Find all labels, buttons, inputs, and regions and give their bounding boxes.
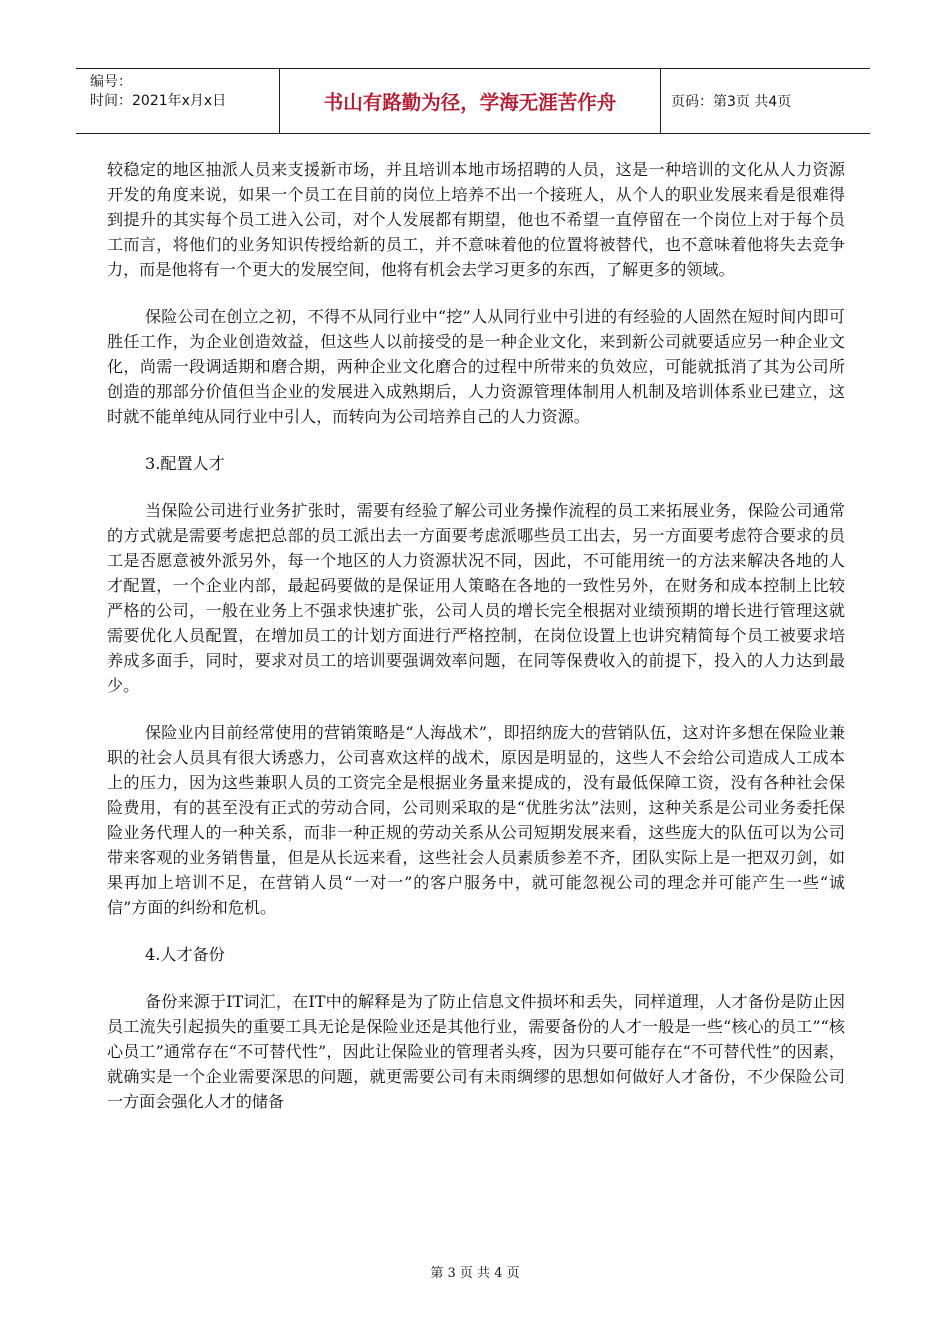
paragraph-5: 备份来源于IT词汇，在IT中的解释是为了防止信息文件损坏和丢失，同样道理，人才备份是防止因员工流失引起损失的重要工具无论是保险业还是其他行业，需要备份的人才一般是一些“核心的员工”“核心员工”通常存在“不可替代性”，因此让保险业的管理者头疼，因为只要可能存在“不可替代性”的因素，就确实是一个企业需要深思的问题，就更需要公司有未雨绸缪的思想如何做好人才备份，不少保险公司一方面会强化人才的储备 xyxy=(107,992,845,1111)
paragraph-4: 保险业内目前经常使用的营销策略是“人海战术”，即招纳庞大的营销队伍，这对许多想在保险业兼职的社会人员具有很大诱惑力，公司喜欢这样的战术，原因是明显的，这些人不会给公司造成人工成本上的压力，因为这些兼职人员的工资完全是根据业务量来提成的，没有最低保障工资，没有各种社会保险费用，有的甚至没有正式的劳动合同，公司则采取的是“优胜劣汰”法则，这种关系是公司业务委托保险业务代理人的一种关系，而非一种正规的劳动关系从公司短期发展来看，这些庞大的队伍可以为公司带来客观的业务销售量，但是从长远来看，这些社会人员素质参差不齐，团队实际上是一把双刃剑，如果再加上培训不足，在营销人员“一对一”的客户服务中，就可能忽视公司的理念并可能产生一些“诚信”方面的纠纷和危机。 xyxy=(107,723,845,917)
header-motto: 书山有路勤为径，学海无涯苦作舟 xyxy=(280,69,661,133)
header-number-label: 编号： xyxy=(90,74,132,90)
page-header xyxy=(76,68,870,134)
section-heading-4: 4.人才备份 xyxy=(145,945,225,964)
paragraph-1: 较稳定的地区抽派人员来支援新市场，并且培训本地市场招聘的人员，这是一种培训的文化从人力资源开发的角度来说，如果一个员工在目前的岗位上培养不出一个接班人，从个人的职业发展来看是很难得到提升的其实每个员工进入公司，对个人发展都有期望，他也不希望一直停留在一个岗位上对于每个员工而言，将他们的业务知识传授给新的员工，并不意味着他的位置将被替代，也不意味着他将失去竞争力，而是他将有一个更大的发展空间，他将有机会去学习更多的东西，了解更多的领域。 xyxy=(107,160,845,279)
header-meta xyxy=(76,69,280,133)
paragraph-3: 当保险公司进行业务扩张时，需要有经验了解公司业务操作流程的员工来拓展业务，保险公司通常的方式就是需要考虑把总部的员工派出去一方面要考虑派哪些员工出去，另一方面要考虑符合要求的员工是否愿意被外派另外，每一个地区的人力资源状况不同，因此，不可能用统一的方法来解决各地的人才配置，一个企业内部，最起码要做的是保证用人策略在各地的一致性另外，在财务和成本控制上比较严格的公司，一般在业务上不强求快速扩张，公司人员的增长完全根据对业绩预期的增长进行管理这就需要优化人员配置，在增加员工的计划方面进行严格控制，在岗位设置上也讲究精简每个员工被要求培养成多面手，同时，要求对员工的培训要强调效率问题，在同等保费收入的前提下，投入的人力达到最少。 xyxy=(107,501,845,695)
header-time-label: 时间：2021年x月x日 xyxy=(90,93,227,109)
section-heading-3: 3.配置人才 xyxy=(145,454,225,473)
page-footer: 第 3 页 共 4 页 xyxy=(430,1266,520,1281)
header-page-info: 页码：第3页 共4页 xyxy=(671,94,792,110)
paragraph-2: 保险公司在创立之初，不得不从同行业中“挖”人从同行业中引进的有经验的人固然在短时间内即可胜任工作，为企业创造效益，但这些人以前接受的是一种企业文化，来到新公司就要适应另一种企业文化，尚需一段调适期和磨合期，两种企业文化磨合的过程中所带来的负效应，可能就抵消了其为公司所创造的那部分价值但当企业的发展进入成熟期后，人力资源管理体制用人机制及培训体系业已建立，这时就不能单纯从同行业中引人，而转向为公司培养自己的人力资源。 xyxy=(107,307,845,426)
document-body xyxy=(107,157,845,1136)
